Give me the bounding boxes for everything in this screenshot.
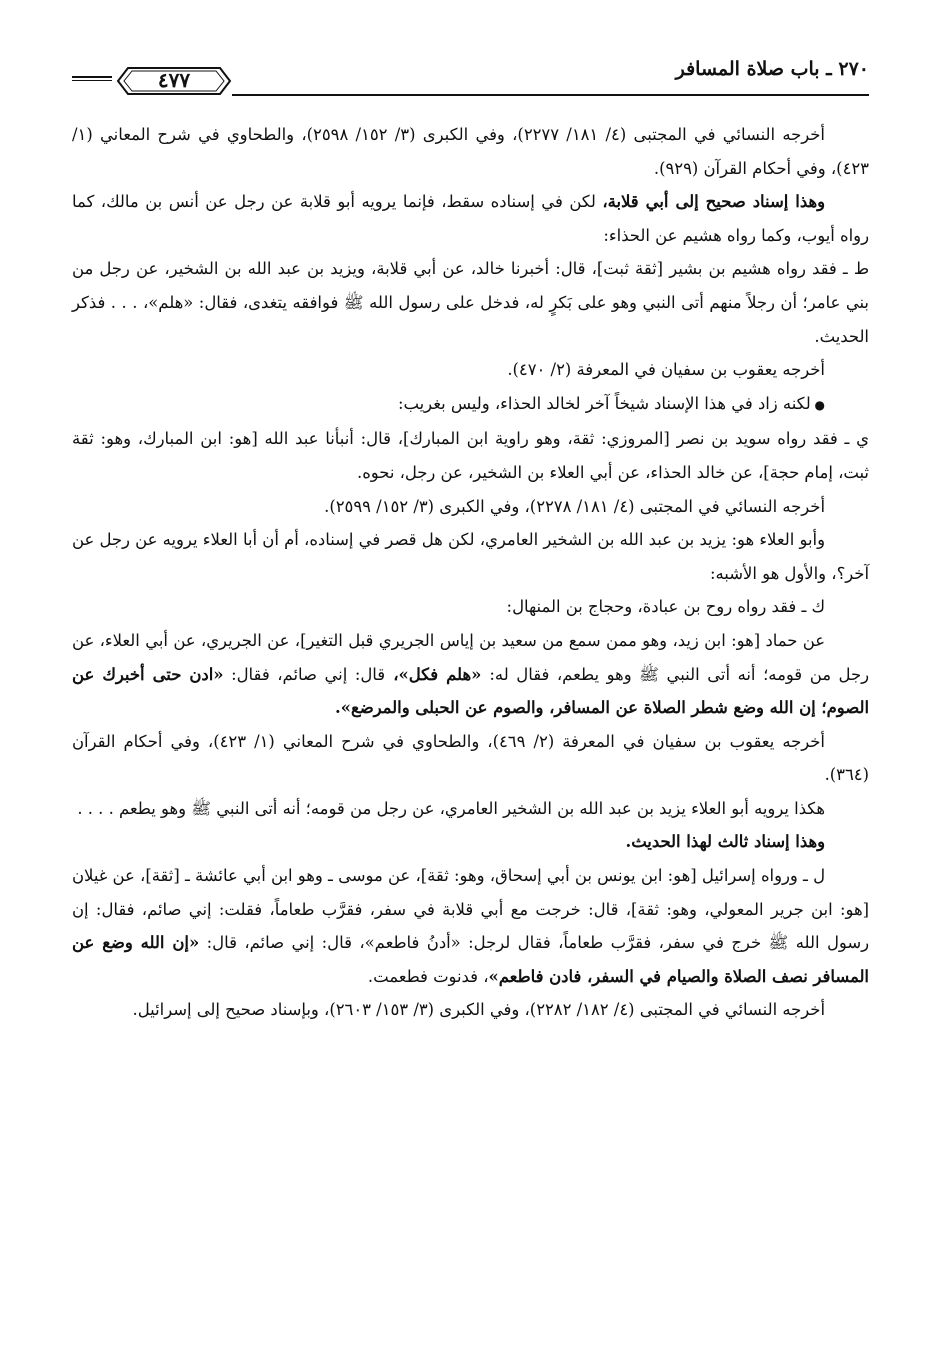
paragraph-9: ك ـ فقد رواه روح بن عبادة، وحجاج بن المنهال:	[506, 597, 825, 617]
running-title: ٢٧٠ ـ باب صلاة المسافر	[675, 58, 869, 80]
page-number-badge	[116, 66, 232, 94]
ornament-rule	[72, 76, 112, 81]
paragraph-11: أخرجه يعقوب بن سفيان في المعرفة (٢/ ٤٦٩)، والطحاوي في شرح المعاني (١/ ٤٢٣)، وفي أحكام القرآن (٣٦٤).	[72, 731, 869, 785]
paragraph-14: ل ـ ورواه إسرائيل [هو: ابن يونس بن أبي إسحاق، وهو: ثقة]، عن موسى ـ وهو ابن أبي عائشة ـ [ثقة]، عن غيلان [هو: ابن جرير المعولي، وهو: ثقة]، قال: خرجت مع أبي قلابة في سفر، فقرَّب طعاماً، فقلت: إني صائم، فقال: إن رسول الله ﷺ خرج في سفر، فقرَّب طعاماً، فقال لرجل: «أدنُ فاطعم»، قال: إني صائم، قال: «إن الله وضع عن المسافر نصف الصلاة والصيام في السفر، فادن فاطعم»، فدنوت فطعمت.	[72, 866, 869, 986]
paragraph-8: وأبو العلاء هو: يزيد بن عبد الله بن الشخير العامري، لكن هل قصر في إسناده، أم أن أبا العلاء يرويه عن رجل عن آخر؟، والأول هو الأشبه:	[72, 530, 869, 583]
paragraph-4: أخرجه يعقوب بن سفيان في المعرفة (٢/ ٤٧٠).	[507, 360, 825, 380]
paragraph-2: وهذا إسناد صحيح إلى أبي قلابة، لكن في إسناده سقط، فإنما يرويه أبو قلابة عن رجل عن أنس بن مالك، كما رواه أيوب، وكما رواه هشيم عن الحذاء:	[72, 192, 869, 245]
paragraph-15: أخرجه النسائي في المجتبى (٤/ ١٨٢/ ٢٢٨٢)، وفي الكبرى (٣/ ١٥٣/ ٢٦٠٣)، وبإسناد صحيح إلى إسرائيل.	[132, 1000, 825, 1020]
page-body	[72, 118, 869, 1027]
paragraph-12: هكذا يرويه أبو العلاء يزيد بن عبد الله بن الشخير العامري، عن رجل من قومه؛ أنه أتى النبي ﷺ وهو يطعم . . . .	[77, 798, 825, 818]
paragraph-3: ط ـ فقد رواه هشيم بن بشير [ثقة ثبت]، قال: أخبرنا خالد، عن أبي قلابة، ويزيد بن عبد الله بن الشخير، عن رجل من بني عامر؛ أن رجلاً منهم أتى النبي وهو على بَكرٍ له، فدخل على رسول الله ﷺ فوافقه يتغدى، فقال: «هلم»، . . . فذكر الحديث.	[72, 259, 869, 346]
paragraph-6: ي ـ فقد رواه سويد بن نصر [المروزي: ثقة، وهو راوية ابن المبارك]، قال: أنبأنا عبد الله [هو: ابن المبارك، وهو: ثقة ثبت، إمام حجة]، عن خالد الحذاء، عن أبي العلاء بن الشخير، عن رجل، نحوه.	[72, 429, 869, 482]
header-rule	[232, 94, 869, 96]
page-header	[72, 44, 869, 104]
paragraph-10: عن حماد [هو: ابن زيد، وهو ممن سمع من سعيد بن إياس الجريري قبل التغير]، عن الجريري، عن أبي العلاء، عن رجل من قومه؛ أنه أتى النبي ﷺ وهو يطعم، فقال له: «هلم فكل»، قال: إني صائم، فقال: «ادن حتى أخبرك عن الصوم؛ إن الله وضع شطر الصلاة عن المسافر، والصوم عن الحبلى والمرضع».	[72, 630, 870, 718]
page-number-ornament	[72, 66, 272, 96]
paragraph-1: أخرجه النسائي في المجتبى (٤/ ١٨١/ ٢٢٧٧)، وفي الكبرى (٣/ ١٥٢/ ٢٥٩٨)، والطحاوي في شرح المعاني (١/ ٤٢٣)، وفي أحكام القرآن (٩٢٩).	[72, 125, 869, 178]
page-number: ٤٧٧	[157, 68, 191, 92]
paragraph-5: ● لكنه زاد في هذا الإسناد شيخاً آخر لخالد الحذاء، وليس بغريب:	[72, 387, 869, 423]
paragraph-7: أخرجه النسائي في المجتبى (٤/ ١٨١/ ٢٢٧٨)، وفي الكبرى (٣/ ١٥٢/ ٢٥٩٩).	[324, 496, 825, 516]
paragraph-13: وهذا إسناد ثالث لهذا الحديث.	[625, 832, 825, 852]
